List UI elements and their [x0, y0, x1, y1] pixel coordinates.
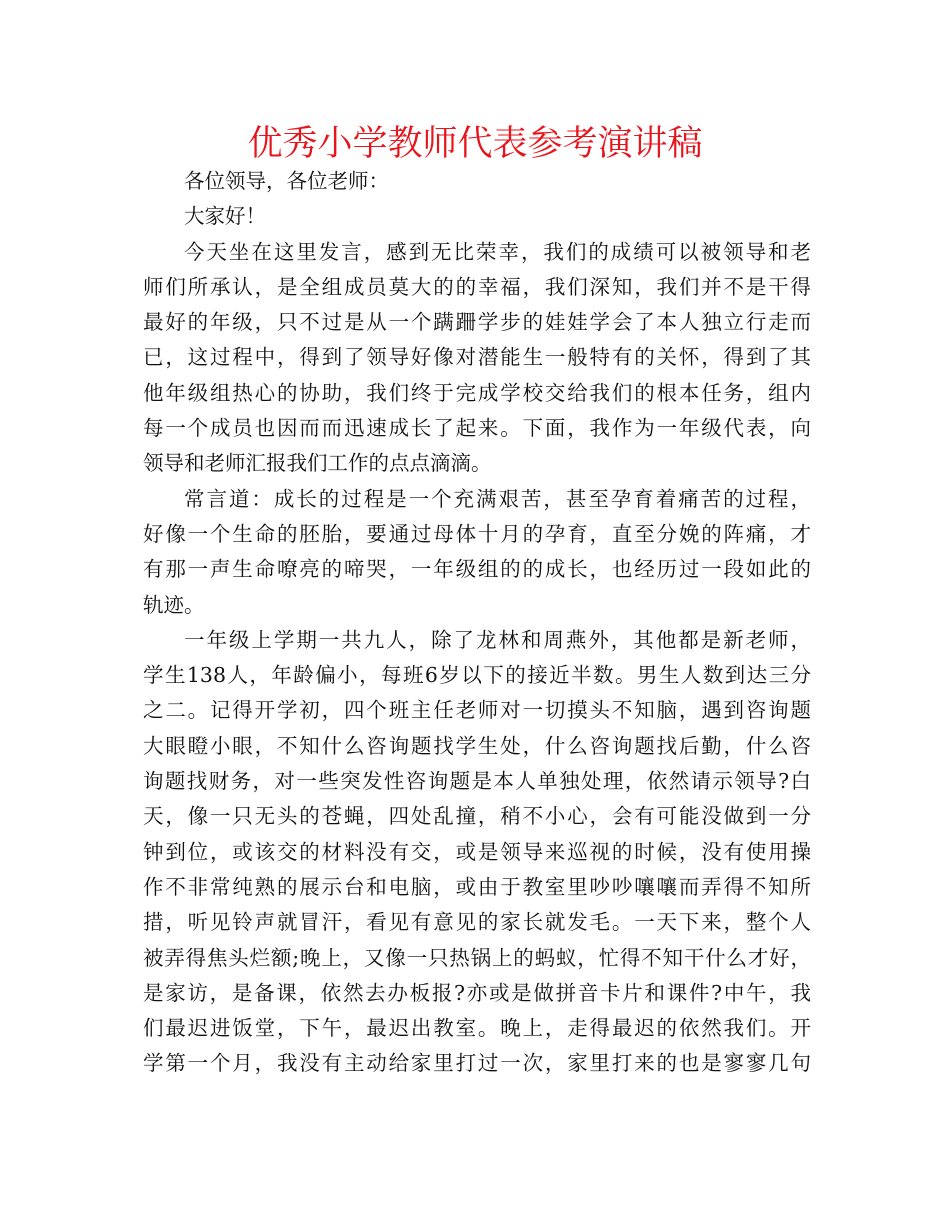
text-line: 是家访，是备课，依然去办板报?亦或是做拼音卡片和课件?中午，我 [143, 980, 811, 1005]
document-title: 优秀小学教师代表参考演讲稿 [247, 124, 703, 164]
text-line: 有那一声生命嘹亮的啼哭，一年级组的的成长，也经历过一段如此的 [143, 557, 811, 582]
text-line: 学第一个月，我没有主动给家里打过一次，家里打来的也是寥寥几句 [143, 1051, 811, 1076]
text-line: 天，像一只无头的苍蝇，四处乱撞，稍不小心，会有可能没做到一分 [143, 804, 811, 829]
paragraph [143, 235, 811, 482]
text-line: 今天坐在这里发言，感到无比荣幸，我们的成绩可以被领导和老 [184, 239, 811, 264]
paragraph [143, 199, 811, 234]
text-line: 作不非常纯熟的展示台和电脑，或由于教室里吵吵嚷嚷而弄得不知所 [143, 874, 811, 899]
text-line: 钟到位，或该交的材料没有交，或是领导来巡视的时候，没有使用操 [143, 839, 811, 864]
paragraph [143, 164, 811, 199]
text-line: 最好的年级，只不过是从一个蹒跚学步的娃娃学会了本人独立行走而 [143, 310, 811, 335]
text-line: 被弄得焦头烂额;晚上，又像一只热锅上的蚂蚁，忙得不知干什么才好， [143, 945, 811, 970]
text-line: 常言道：成长的过程是一个充满艰苦，甚至孕育着痛苦的过程， [184, 486, 811, 511]
text-line: 们最迟进饭堂，下午，最迟出教室。晚上，走得最迟的依然我们。开 [143, 1016, 811, 1041]
text-line: 一年级上学期一共九人，除了龙林和周燕外，其他都是新老师， [184, 627, 811, 652]
text-line: 他年级组热心的协助，我们终于完成学校交给我们的根本任务，组内 [143, 380, 811, 405]
text-line: 已，这过程中，得到了领导好像对潜能生一般特有的关怀，得到了其 [143, 345, 811, 370]
text-line: 轨迹。 [143, 592, 205, 617]
text-line: 学生138人，年龄偏小，每班6岁以下的接近半数。男生人数到达三分 [143, 663, 811, 688]
text-line: 之二。记得开学初，四个班主任老师对一切摸头不知脑，遇到咨询题 [143, 698, 811, 723]
text-line: 好像一个生命的胚胎，要通过母体十月的孕育，直至分娩的阵痛，才 [143, 521, 811, 546]
text-line: 师们所承认，是全组成员莫大的的幸福，我们深知，我们并不是干得 [143, 274, 811, 299]
text-line: 每一个成员也因而而迅速成长了起来。下面，我作为一年级代表，向 [143, 416, 811, 441]
document-body [143, 164, 811, 1082]
paragraph [143, 623, 811, 1082]
text-line: 领导和老师汇报我们工作的点点滴滴。 [143, 451, 492, 476]
paragraph [143, 482, 811, 623]
text-line: 措，听见铃声就冒汗，看见有意见的家长就发毛。一天下来，整个人 [143, 910, 811, 935]
text-line: 大眼瞪小眼，不知什么咨询题找学生处，什么咨询题找后勤，什么咨 [143, 733, 811, 758]
text-line: 询题找财务，对一些突发性咨询题是本人单独处理，依然请示领导?白 [143, 769, 811, 794]
text-line: 各位领导，各位老师： [184, 169, 389, 193]
text-line: 大家好！ [184, 204, 266, 229]
